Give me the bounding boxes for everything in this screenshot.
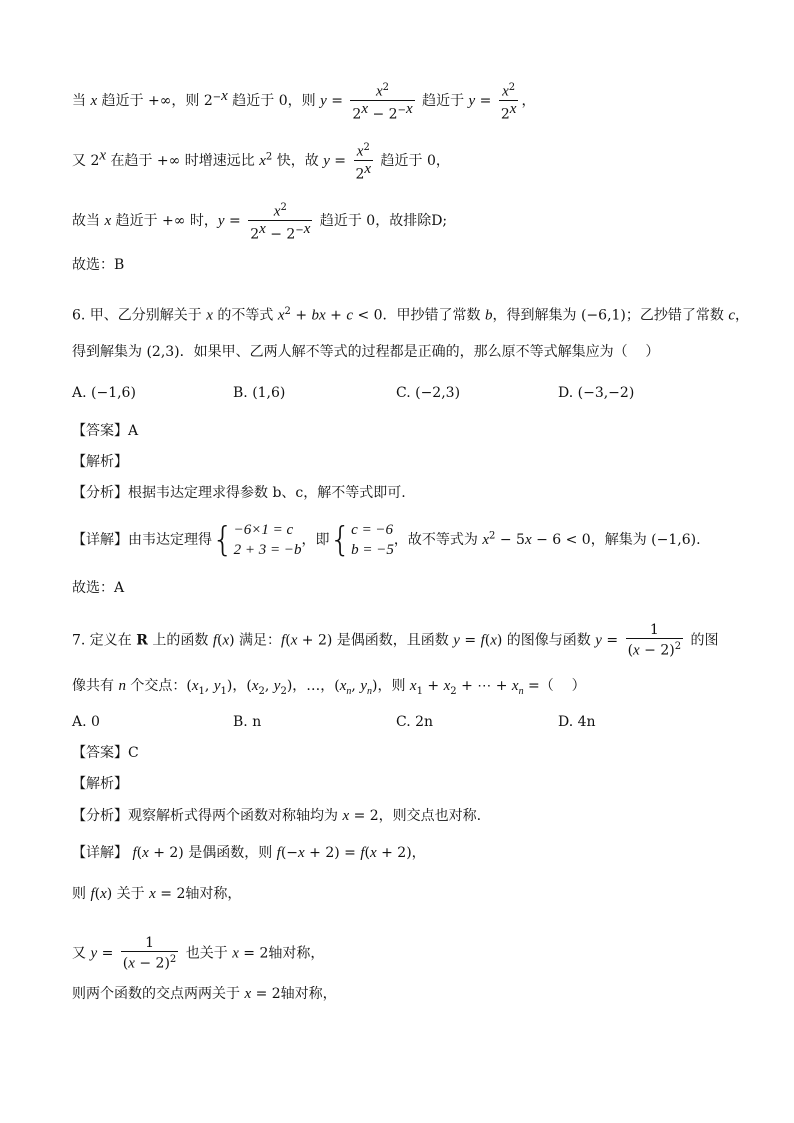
q6-option-b[interactable]: B. (1,6) xyxy=(233,385,286,401)
q7-option-c[interactable]: C. 2n xyxy=(396,714,434,730)
equation-system-2: c = −6 b = −5 xyxy=(351,522,394,558)
solution-line-2: 又 2$^x$ 在趋于 +∞ 时增速远比 $x^2$ 快，故 y = $\frac{x^2}{2^x}$ 趋近于 0， xyxy=(72,142,450,183)
q7-answer: 【答案】C xyxy=(72,745,139,761)
q6-options xyxy=(72,383,732,403)
q6-fenxi: 【分析】根据韦达定理求得参数 b、c，解不等式即可. xyxy=(72,485,406,501)
fraction: $\frac{x^2}{2^x}$ xyxy=(500,82,517,123)
fraction: $\frac{x^2}{2^x}$ xyxy=(355,142,372,183)
q7-line-c: 则两个函数的交点两两关于 x = 2轴对称， xyxy=(72,986,337,1002)
q7-stem-line-1: 7. 定义在 R 上的函数 f(x) 满足：f(x + 2) 是偶函数，且函数 y = f(x) 的图像与函数 y = $\frac{1}{(x - 2)^2}$ 的图 xyxy=(72,622,719,659)
fraction: $\frac{x^2}{2^x - 2^{-x}}$ xyxy=(250,202,311,243)
q7-jiexi: 【解析】 xyxy=(72,776,128,792)
q6-stem-line-1: 6. 甲、乙分别解关于 x 的不等式 $x^2$ + bx + c < 0．甲抄错了常数 b，得到解集为 (−6,1)；乙抄错了常数 c， xyxy=(72,306,750,324)
left-brace: { xyxy=(329,520,352,560)
choose-answer-5: 故选：B xyxy=(72,257,125,273)
q6-detail: 【详解】由韦达定理得{ −6×1 = c 2 + 3 = −b ，即{ c = −6 b = −5 ，故不等式为 $x^2 - 5x - 6 < 0$，解集为 (−1,6). xyxy=(72,520,701,560)
fraction: $\frac{1}{(x - 2)^2}$ xyxy=(627,622,682,659)
q6-option-a[interactable]: A. (−1,6) xyxy=(72,385,136,401)
q7-detail: 【详解】 f(x + 2) 是偶函数，则 f(−x + 2) = f(x + 2)， xyxy=(72,845,426,861)
q7-line-a: 则 f(x) 关于 x = 2轴对称， xyxy=(72,886,242,902)
solution-line-3: 故当 x 趋近于 +∞ 时，y = $\frac{x^2}{2^x - 2^{-x}}$ 趋近于 0，故排除D; xyxy=(72,202,448,243)
fraction: $\frac{1}{(x - 2)^2}$ xyxy=(122,935,177,972)
q6-answer: 【答案】A xyxy=(72,423,139,439)
q6-choose: 故选：A xyxy=(72,580,125,596)
q7-options xyxy=(72,712,732,732)
equation-system-1: −6×1 = c 2 + 3 = −b xyxy=(233,522,302,558)
q6-jiexi: 【解析】 xyxy=(72,454,128,470)
q7-line-b: 又 y = $\frac{1}{(x - 2)^2}$ 也关于 x = 2轴对称， xyxy=(72,935,325,972)
q7-stem-line-2: 像共有 n 个交点：($x_1$, $y_1$)，($x_2$, $y_2$)，…，($x_n$, $y_n$)，则 $x_1 + x_2$ + ⋯ + $x_n$ =（ ） xyxy=(72,678,586,697)
q7-option-a[interactable]: A. 0 xyxy=(72,714,100,730)
left-brace: { xyxy=(212,520,234,560)
q6-option-d[interactable]: D. (−3,−2) xyxy=(558,385,635,401)
fraction: $\frac{x^2}{2^x - 2^{-x}}$ xyxy=(352,82,413,123)
q7-option-b[interactable]: B. n xyxy=(233,714,262,730)
solution-line-1: 当 x 趋近于 +∞，则 $2^{-x}$ 趋近于 0，则 y = $\frac{x^2}{2^x - 2^{-x}}$ 趋近于 y = $\frac{x^2}{2^x}$ ， xyxy=(72,82,536,123)
q7-fenxi: 【分析】观察解析式得两个函数对称轴均为 x = 2，则交点也对称. xyxy=(72,808,482,824)
q6-stem-line-2: 得到解集为 (2,3)．如果甲、乙两人解不等式的过程都是正确的，那么原不等式解集应为（ ） xyxy=(72,344,660,360)
q7-option-d[interactable]: D. 4n xyxy=(558,714,596,730)
q6-option-c[interactable]: C. (−2,3) xyxy=(396,385,461,401)
